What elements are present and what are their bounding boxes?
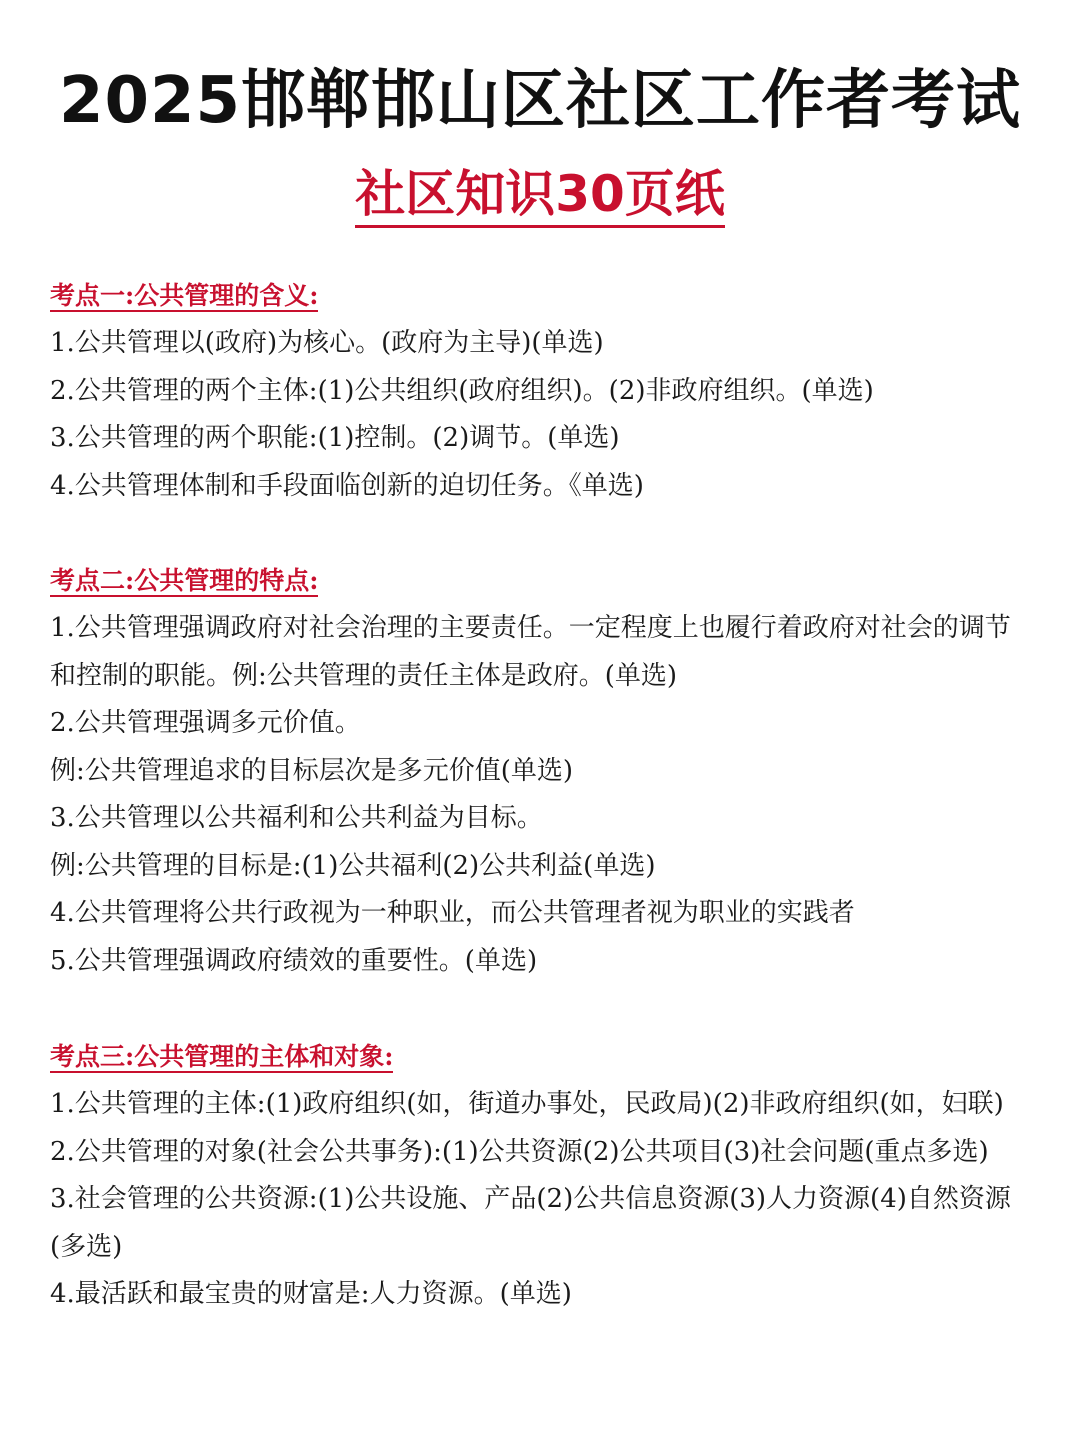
section-line: 1.公共管理的主体:(1)政府组织(如，街道办事处，民政局)(2)非政府组织(如，妇联): [50, 1089, 1004, 1119]
section-line: 4.公共管理将公共行政视为一种职业，而公共管理者视为职业的实践者: [50, 898, 855, 928]
section-heading: [50, 1033, 1035, 1081]
section-3: [50, 1033, 1035, 1319]
section-line: 3.社会管理的公共资源:(1)公共设施、产品(2)公共信息资源(3)人力资源(4)自然资源(多选): [50, 1184, 1011, 1262]
page-subtitle: [0, 160, 1080, 228]
section-line: 1.公共管理以(政府)为核心。(政府为主导)(单选): [50, 328, 604, 358]
section-heading: [50, 557, 1035, 605]
page-title: 2025邯郸邯山区社区工作者考试: [58, 64, 1022, 138]
section-line: 3.公共管理的两个职能:(1)控制。(2)调节。(单选): [50, 423, 620, 453]
section-line: 5.公共管理强调政府绩效的重要性。(单选): [50, 945, 538, 976]
section-line: 2.公共管理的两个主体:(1)公共组织(政府组织)。(2)非政府组织。(单选): [50, 375, 874, 406]
section-line: 4.公共管理体制和手段面临创新的迫切任务。《单选): [50, 470, 644, 501]
page-subtitle-text: 社区知识30页纸: [355, 165, 725, 228]
section-heading-text: 考点二:公共管理的特点:: [50, 566, 319, 595]
section-2: [50, 557, 1035, 985]
section-line: 例:公共管理的目标是:(1)公共福利(2)公共利益(单选): [50, 850, 656, 881]
section-line: 4.最活跃和最宝贵的财富是:人力资源。(单选): [50, 1279, 572, 1309]
section-line: 2.公共管理强调多元价值。: [50, 708, 361, 738]
section-line: 1.公共管理强调政府对社会治理的主要责任。一定程度上也履行着政府对社会的调节和控制的职能。例:公共管理的责任主体是政府。(单选): [50, 613, 1011, 691]
section-line: 2.公共管理的对象(社会公共事务):(1)公共资源(2)公共项目(3)社会问题(重点多选): [50, 1136, 989, 1167]
section-heading-text: 考点三:公共管理的主体和对象:: [50, 1042, 394, 1071]
section-heading-text: 考点一:公共管理的含义:: [50, 281, 319, 310]
section-line: 3.公共管理以公共福利和公共利益为目标。: [50, 803, 543, 833]
section-line: 例:公共管理追求的目标层次是多元价值(单选): [50, 755, 574, 786]
section-heading: [50, 272, 1035, 320]
section-1: [50, 272, 1035, 510]
